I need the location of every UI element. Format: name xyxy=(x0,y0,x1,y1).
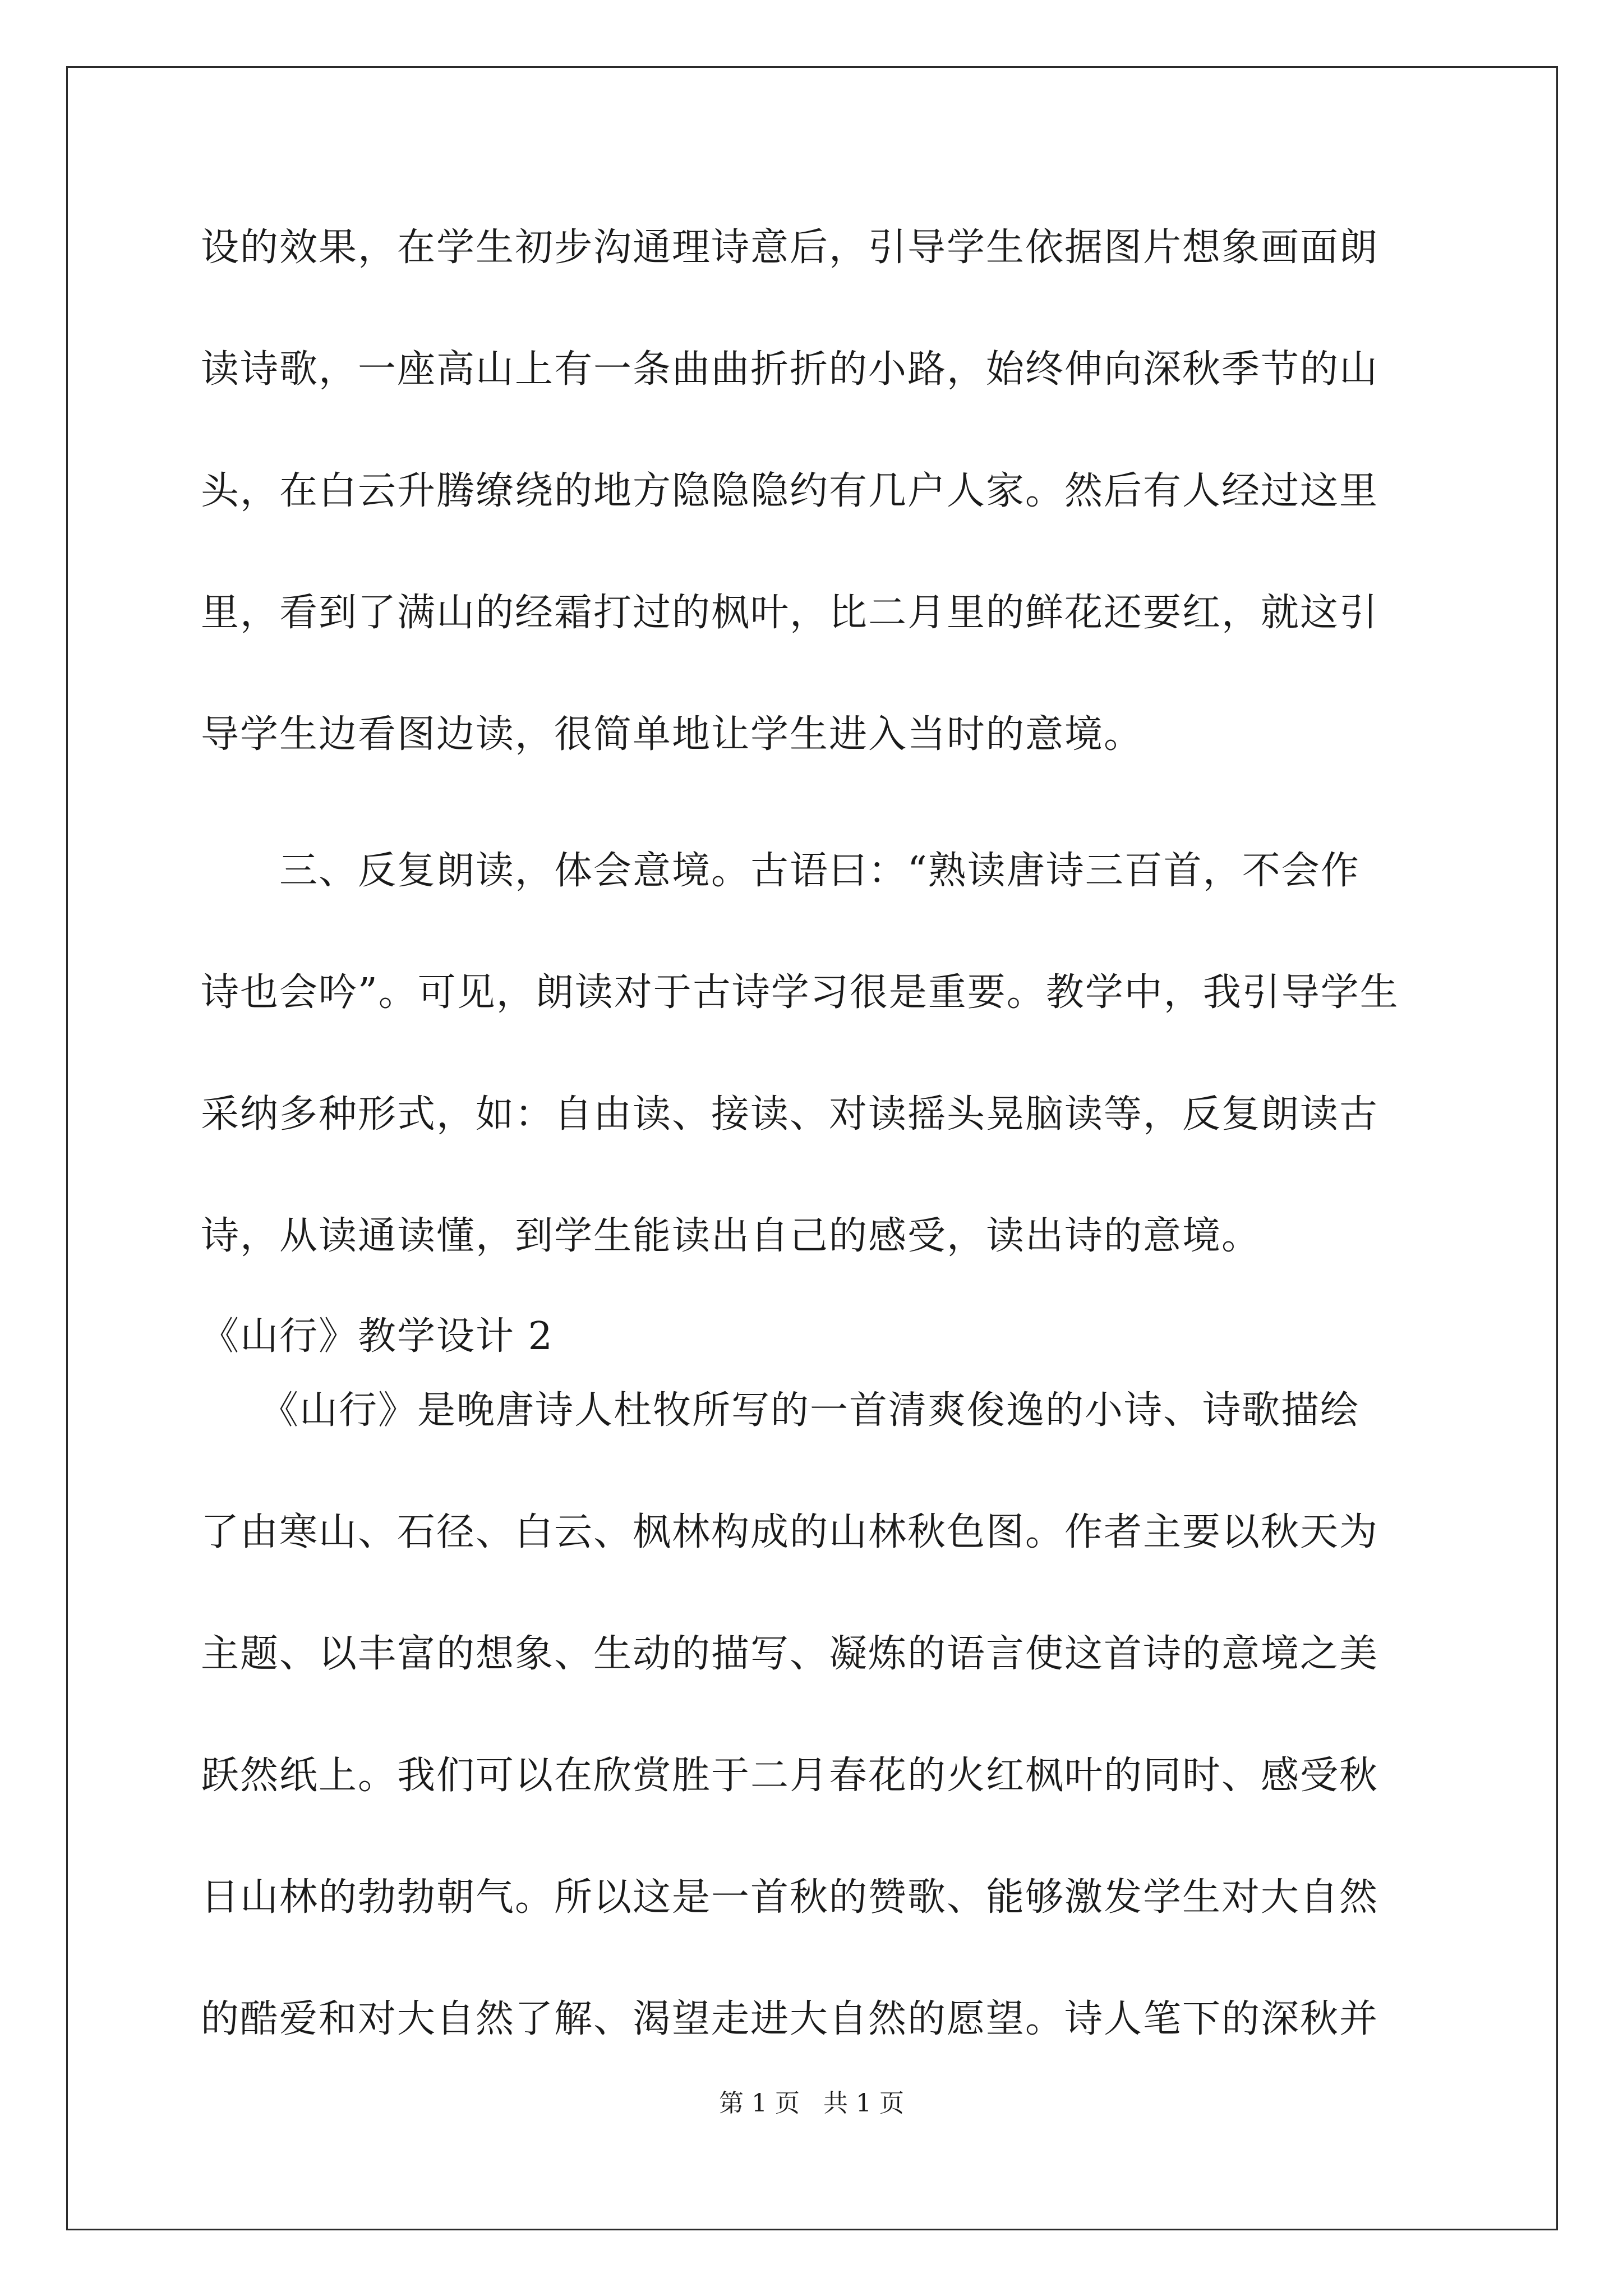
paragraph-line: 诗也会吟”。可见，朗读对于古诗学习很是重要。教学中，我引导学生 xyxy=(201,970,1399,1015)
paragraph-line: 里，看到了满山的经霜打过的枫叶，比二月里的鲜花还要红，就这引 xyxy=(201,591,1379,635)
paragraph-line: 三、反复朗读，体会意境。古语曰：“熟读唐诗三百首，不会作 xyxy=(201,849,1360,893)
paragraph-line: 采纳多种形式，如：自由读、接读、对读摇头晃脑读等，反复朗读古 xyxy=(201,1092,1379,1137)
paragraph-line: 了由寒山、石径、白云、枫林构成的山林秋色图。作者主要以秋天为 xyxy=(201,1510,1379,1554)
paragraph-line: 导学生边看图边读，很简单地让学生进入当时的意境。 xyxy=(201,712,1144,757)
page-total: 共 1 页 xyxy=(823,2089,904,2118)
paragraph-line: 设的效果，在学生初步沟通理诗意后，引导学生依据图片想象画面朗 xyxy=(201,226,1379,270)
section-heading: 《山行》教学设计 2 xyxy=(201,1314,554,1359)
paragraph-line: 主题、以丰富的想象、生动的描写、凝炼的语言使这首诗的意境之美 xyxy=(201,1632,1379,1676)
paragraph-line: 的酷爱和对大自然了解、渴望走进大自然的愿望。诗人笔下的深秋并 xyxy=(201,1997,1379,2041)
page-footer xyxy=(0,2087,1623,2120)
paragraph-line: 头，在白云升腾缭绕的地方隐隐隐约有几户人家。然后有人经过这里 xyxy=(201,469,1379,513)
page-number: 第 1 页 xyxy=(719,2089,800,2118)
paragraph-line: 诗，从读通读懂，到学生能读出自己的感受，读出诗的意境。 xyxy=(201,1214,1261,1258)
paragraph-line: 读诗歌，一座高山上有一条曲曲折折的小路，始终伸向深秋季节的山 xyxy=(201,347,1379,392)
paragraph-line: 日山林的勃勃朝气。所以这是一首秋的赞歌、能够激发学生对大自然 xyxy=(201,1875,1379,1920)
paragraph-line: 跃然纸上。我们可以在欣赏胜于二月春花的火红枫叶的同时、感受秋 xyxy=(201,1754,1379,1798)
paragraph-line: 《山行》是晚唐诗人杜牧所写的一首清爽俊逸的小诗、诗歌描绘 xyxy=(201,1388,1360,1433)
